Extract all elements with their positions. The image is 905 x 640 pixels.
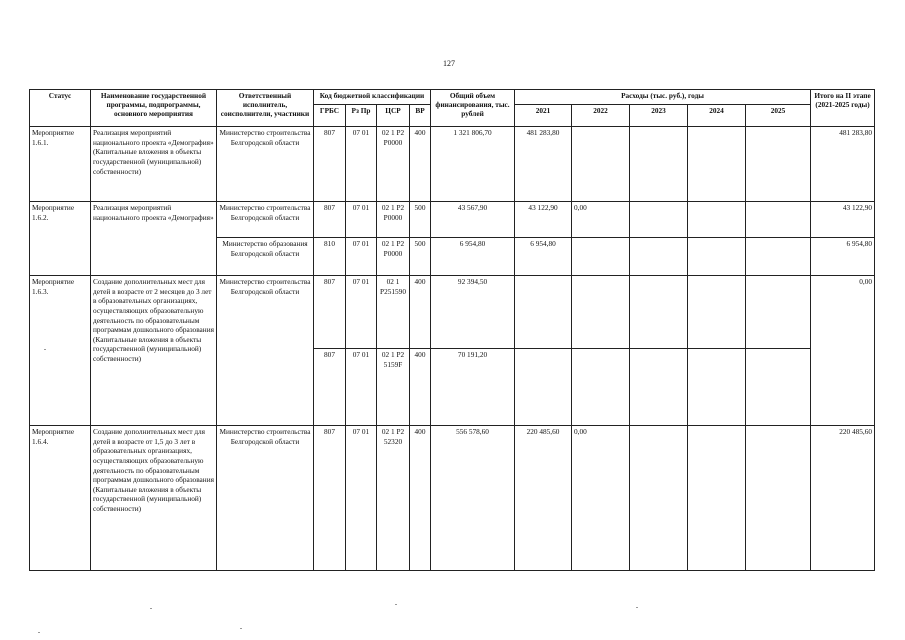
row-vr: 400 bbox=[410, 127, 431, 202]
row-2021 bbox=[515, 276, 572, 349]
header-year-2025: 2025 bbox=[746, 105, 811, 127]
row-stage-total: 220 485,60 bbox=[811, 426, 875, 571]
header-rz-pr: Рз Пр bbox=[346, 105, 377, 127]
row-name: Создание дополнительных мест для детей в возрасте от 2 месяцев до 3 лет в образовательных организациях, осуществляющих образовательную деятельность по образовательным программам дошкольного образования (Капитальные вложения в объекты государственной (муниципальной) собственности) bbox=[91, 276, 217, 426]
row-rz-pr: 07 01 bbox=[346, 349, 377, 426]
row-total: 43 567,90 bbox=[431, 202, 515, 238]
header-year-2024: 2024 bbox=[688, 105, 746, 127]
row-status: Мероприятие 1.6.4. bbox=[30, 426, 91, 571]
scan-speck bbox=[38, 632, 40, 633]
row-2021 bbox=[515, 349, 572, 426]
row-2025 bbox=[746, 202, 811, 238]
row-2023 bbox=[630, 276, 688, 349]
row-2024 bbox=[688, 426, 746, 571]
row-responsible: Министерство строительства Белгородской области bbox=[217, 276, 314, 426]
budget-table bbox=[29, 89, 875, 571]
row-2023 bbox=[630, 127, 688, 202]
row-2023 bbox=[630, 349, 688, 426]
header-status: Статус bbox=[30, 90, 91, 127]
scan-speck bbox=[150, 608, 152, 609]
row-total: 92 394,50 bbox=[431, 276, 515, 349]
header-grbs: ГРБС bbox=[314, 105, 346, 127]
table-row bbox=[30, 127, 875, 202]
row-vr: 400 bbox=[410, 426, 431, 571]
header-name: Наименование государственной программы, подпрограммы, основного мероприятия bbox=[91, 90, 217, 127]
row-csr: 02 1 Р251590 bbox=[377, 276, 410, 349]
row-2022: 0,00 bbox=[572, 426, 630, 571]
row-2023 bbox=[630, 238, 688, 276]
scan-speck bbox=[636, 607, 638, 608]
row-2024 bbox=[688, 276, 746, 349]
row-status: Мероприятие 1.6.2. bbox=[30, 202, 91, 276]
row-2021: 43 122,90 bbox=[515, 202, 572, 238]
row-2022 bbox=[572, 349, 630, 426]
row-2025 bbox=[746, 349, 811, 426]
row-2024 bbox=[688, 349, 746, 426]
row-csr: 02 1 Р2 Р0000 bbox=[377, 127, 410, 202]
row-csr: 02 1 Р2 5159F bbox=[377, 349, 410, 426]
row-responsible: Министерство строительства Белгородской области bbox=[217, 202, 314, 238]
row-csr: 02 1 Р2 Р0000 bbox=[377, 202, 410, 238]
row-stage-total: 0,00 bbox=[811, 276, 875, 426]
row-2024 bbox=[688, 202, 746, 238]
header-year-2022: 2022 bbox=[572, 105, 630, 127]
row-rz-pr: 07 01 bbox=[346, 276, 377, 349]
row-grbs: 807 bbox=[314, 202, 346, 238]
header-csr: ЦСР bbox=[377, 105, 410, 127]
scan-speck bbox=[240, 628, 242, 629]
row-stage-total: 43 122,90 bbox=[811, 202, 875, 238]
row-2025 bbox=[746, 276, 811, 349]
row-vr: 400 bbox=[410, 349, 431, 426]
row-2025 bbox=[746, 238, 811, 276]
row-2023 bbox=[630, 426, 688, 571]
row-stage-total: 481 283,80 bbox=[811, 127, 875, 202]
row-2022: 0,00 bbox=[572, 202, 630, 238]
row-2021: 481 283,80 bbox=[515, 127, 572, 202]
row-grbs: 810 bbox=[314, 238, 346, 276]
table-row bbox=[30, 426, 875, 571]
row-vr: 500 bbox=[410, 202, 431, 238]
row-vr: 400 bbox=[410, 276, 431, 349]
row-2021: 6 954,80 bbox=[515, 238, 572, 276]
row-grbs: 807 bbox=[314, 426, 346, 571]
row-total: 70 191,20 bbox=[431, 349, 515, 426]
header-year-2023: 2023 bbox=[630, 105, 688, 127]
row-csr: 02 1 Р2 Р0000 bbox=[377, 238, 410, 276]
row-status: Мероприятие 1.6.1. bbox=[30, 127, 91, 202]
row-2022 bbox=[572, 127, 630, 202]
row-rz-pr: 07 01 bbox=[346, 238, 377, 276]
row-rz-pr: 07 01 bbox=[346, 127, 377, 202]
row-rz-pr: 07 01 bbox=[346, 426, 377, 571]
header-total-funding: Общий объем финансирования, тыс. рублей bbox=[431, 90, 515, 127]
row-2021: 220 485,60 bbox=[515, 426, 572, 571]
row-total: 556 578,60 bbox=[431, 426, 515, 571]
row-rz-pr: 07 01 bbox=[346, 202, 377, 238]
page-number: 127 bbox=[443, 59, 455, 68]
row-name: Реализация мероприятий национального проекта «Демография» (Капитальные вложения в объекты государственной (муниципальной) собственности) bbox=[91, 127, 217, 202]
row-vr: 500 bbox=[410, 238, 431, 276]
row-total: 6 954,80 bbox=[431, 238, 515, 276]
row-stage-total: 6 954,80 bbox=[811, 238, 875, 276]
row-2024 bbox=[688, 238, 746, 276]
row-responsible: Министерство строительства Белгородской области bbox=[217, 426, 314, 571]
scan-speck bbox=[44, 349, 46, 350]
row-responsible: Министерство строительства Белгородской области bbox=[217, 127, 314, 202]
scan-speck bbox=[395, 604, 397, 605]
header-expenses: Расходы (тыс. руб.), годы bbox=[515, 90, 811, 105]
header-stage-total: Итого на II этапе (2021-2025 годы) bbox=[811, 90, 875, 127]
header-responsible: Ответственный исполнитель, соисполнители, участники bbox=[217, 90, 314, 127]
row-grbs: 807 bbox=[314, 127, 346, 202]
header-year-2021: 2021 bbox=[515, 105, 572, 127]
row-2022 bbox=[572, 276, 630, 349]
header-budget-code: Код бюджетной классификации bbox=[314, 90, 431, 105]
row-total: 1 321 806,70 bbox=[431, 127, 515, 202]
row-grbs: 807 bbox=[314, 276, 346, 349]
row-2025 bbox=[746, 127, 811, 202]
row-csr: 02 1 Р2 52320 bbox=[377, 426, 410, 571]
row-status: Мероприятие 1.6.3. bbox=[30, 276, 91, 426]
row-2025 bbox=[746, 426, 811, 571]
row-grbs: 807 bbox=[314, 349, 346, 426]
row-2022 bbox=[572, 238, 630, 276]
row-name: Реализация мероприятий национального проекта «Демография» bbox=[91, 202, 217, 276]
row-name: Создание дополнительных мест для детей в возрасте от 1,5 до 3 лет в образовательных организациях, осуществляющих образовательную деятельность по образовательным программам дошкольного образования (Капитальные вложения в объекты государственной (муниципальной) собственности) bbox=[91, 426, 217, 571]
table-row bbox=[30, 276, 875, 349]
row-2024 bbox=[688, 127, 746, 202]
header-vr: ВР bbox=[410, 105, 431, 127]
row-2023 bbox=[630, 202, 688, 238]
row-responsible: Министерство образования Белгородской области bbox=[217, 238, 314, 276]
table-row bbox=[30, 202, 875, 238]
